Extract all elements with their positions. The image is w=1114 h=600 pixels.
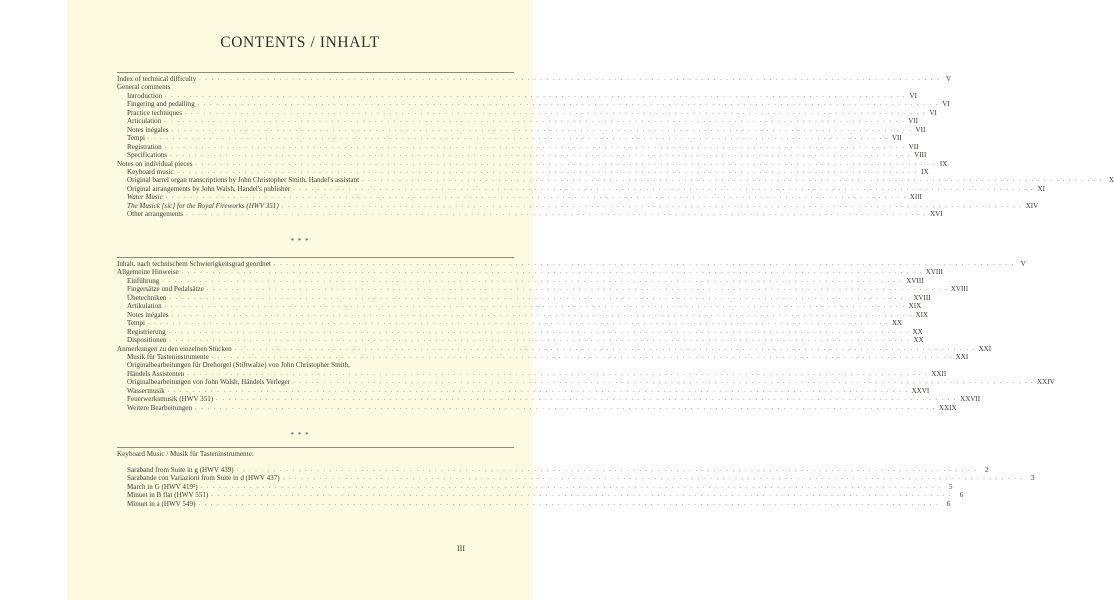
toc-entry (117, 125, 926, 134)
toc-entry-title: The Musick [sic] for the Royal Fireworks (HWV 351) (127, 201, 279, 210)
dot-leader: . . . . . . . . . . . . . . . . . . . . . . . . . . . . . . . . . . . . . . . . . . . . . . . . . . . . . . . . . . . . . . . . . . . . . . . . . . . . . . . . . . . . . . . . . . . . . . . . . . . . . . . . . . . . . . . . . . . . . . . . (216, 396, 958, 403)
dot-leader: . . . . . . . . . . . . . . . . . . . . . . . . . . . . . . . . . . . . . . . . . . . . . . . . . . . . . . . . . . . . . . . . . . . . . . . . . . . . . . . . . . . . . . . . . . . . . . . . . . . . . . . . . . . . . . . . . . . . . . . . (171, 311, 913, 318)
dot-leader: . . . . . . . . . . . . . . . . . . . . . . . . . . . . . . . . . . . . . . . . . . . . . . . . . . . . . . . . . . . . . . . . . . . . . . . . . . . . . . . . . . . . . . . . . . . . . . . . . . . . . . . . . . . . . . . . . . . . . . . . (273, 261, 1015, 267)
toc-entry (117, 395, 981, 404)
toc-entry-title: Specifications (127, 151, 168, 160)
dot-leader: . . . . . . . . . . . . . . . . . . . . . . . . . . . . . . . . . . . . . . . . . . . . . . . . . . . . . . . . . . . . . . . . . . . . . . . . . . . . . . . . . . . . . . . . . . . . . . . . . . . . . . . . . . . . . . . . . . . . . . . . (148, 320, 889, 327)
toc-entry-title: Keyboard music (127, 167, 174, 176)
toc-entry (117, 378, 1055, 387)
toc-entry (117, 499, 951, 508)
divider (117, 72, 514, 73)
toc-entry-title: Minuet in a (HWV 549) (127, 499, 196, 508)
dot-leader: . . . . . . . . . . . . . . . . . . . . . . . . . . . . . . . . . . . . . . . . . . . . . . . . . . . . . . . . . . . . . . . . . . . . . . . . . . . . . . . . . . . . . . . . . . . . . . . . . . . . . . . . . . . . . . . . . . . . . . . . (362, 177, 1103, 184)
dot-leader: . . . . . . . . . . . . . . . . . . . . . . . . . . . . . . . . . . . . . . . . . . . . . . . . . . . . . . . . . . . . . . . . . . . . . . . . . . . . . . . . . . . . . . . . . . . . . . . . . . . . . . . . . . . . . . . . . . . . . . . . (164, 303, 906, 310)
toc-entry-page: XVI (930, 210, 943, 219)
toc-entry (117, 117, 919, 126)
toc-entry (117, 369, 947, 378)
toc-entry-page: 2 (985, 466, 989, 474)
toc-entry-page: XIII (909, 193, 922, 202)
toc-entry-title: Dispositionen (127, 336, 167, 345)
toc-entry-title: Feuerwerksmusik (HWV 351) (127, 395, 214, 404)
toc-entry-title: Notes inégales (127, 310, 169, 319)
english-contents (117, 72, 1114, 219)
toc-entry-page: VI (909, 91, 917, 100)
dot-leader: . . . . . . . . . . . . . . . . . . . . . . . . . . . . . . . . . . . . . . . . . . . . . . . . . . . . . . . . . . . . . . . . . . . . . . . . . . . . . . . . . . . . . . . . . . . . . . . . . . . . . . . . . . . . . . . . . . . . . . . . (198, 500, 940, 507)
keyboard-contents (117, 447, 1035, 508)
toc-entry (117, 268, 943, 277)
dot-leader: . . . . . . . . . . . . . . . . . . . . . . . . . . . . . . . . . . . . . . . . . . . . . . . . . . . . . . . . . . . . . . . . . . . . . . . . . . . . . . . . . . . . . . . . . . . . . . . . . . . . . . . . . . . . . . . . . . . . . . . . (195, 404, 936, 411)
toc-entry-title: Introduction (127, 91, 163, 100)
dot-leader: . . . . . . . . . . . . . . . . . . . . . . . . . . . . . . . . . . . . . . . . . . . . . . . . . . . . . . . . . . . . . . . . . . . . . . . . . . . . . . . . . . . . . . . . . . . . . . . . . . . . . . . . . . . . . . . . . . . . . . . . (181, 269, 923, 276)
toc-entry-page: XIV (1025, 201, 1039, 210)
toc-entry (117, 482, 953, 491)
dot-leader: . . . . . . . . . . . . . . . . . . . . . . . . . . . . . . . . . . . . . . . . . . . . . . . . . . . . . . . . . . . . . . . . . . . . . . . . . . . . . . . . . . . . . . . . . . . . . . . . . . . . . . . . . . . . . . . . . . . . . . . . (197, 101, 939, 108)
toc-entry (117, 159, 948, 168)
dot-leader: . . . . . . . . . . . . . . . . . . . . . . . . . . . . . . . . . . . . . . . . . . . . . . . . . . . . . . . . . . . . . . . . . . . . . . . . . . . . . . . . . . . . . . . . . . . . . . . . . . . . . . . . . . . . . . . . . . . . . . . . (195, 160, 937, 167)
toc-entry-page: V (1020, 260, 1026, 268)
toc-entry-page: XXVI (911, 386, 930, 395)
toc-entry (117, 302, 922, 311)
toc-entry-title: Sarabande con Variazioni from Suite in d (HWV 437) (127, 474, 280, 483)
toc-entry-page: XIX (908, 302, 922, 311)
dot-leader: . . . . . . . . . . . . . . . . . . . . . . . . . . . . . . . . . . . . . . . . . . . . . . . . . . . . . . . . . . . . . . . . . . . . . . . . . . . . . . . . . . . . . . . . . . . . . . . . . . . . . . . . . . . . . . . . . . . . . . . . (211, 492, 953, 499)
toc-entry-page: VII (908, 142, 919, 151)
toc-entry-title: Übetechniken (127, 293, 167, 302)
toc-entry (117, 134, 902, 143)
toc-entry (117, 285, 969, 294)
toc-entry-title: Originalbearbeitungen für Drehorgel (Stiftwalze) von John Christopher Smith, (127, 361, 350, 370)
toc-entry-title: Originalbearbeitungen von John Walsh, Händels Verleger (127, 378, 291, 387)
dot-leader: . . . . . . . . . . . . . . . . . . . . . . . . . . . . . . . . . . . . . . . . . . . . . . . . . . . . . . . . . . . . . . . . . . . . . . . . . . . . . . . . . . . . . . . . . . . . . . . . . . . . . . . . . . . . . . . . . . . . . . . . (211, 353, 953, 360)
dot-leader: . . . . . . . . . . . . . . . . . . . . . . . . . . . . . . . . . . . . . . . . . . . . . . . . . . . . . . . . . . . . . . . . . . . . . . . . . . . . . . . . . . . . . . . . . . . . . . . . . . . . . . . . . . . . . . . . . . . . . . . . (164, 143, 906, 150)
toc-entry-title: Saraband from Suite in g (HWV 439) (127, 466, 234, 474)
dot-leader: . . . . . . . . . . . . . . . . . . . . . . . . . . . . . . . . . . . . . . . . . . . . . . . . . . . . . . . . . . . . . . . . . . . . . . . . . . . . . . . . . . . . . . . . . . . . . . . . . . . . . . . . . . . . . . . . . . . . . . . . (148, 135, 889, 142)
toc-entry-title: Anmerkungen zu den einzelnen Stücken (117, 344, 232, 353)
toc-entry-title: Händels Assistenten (127, 369, 185, 378)
toc-entry-title: Index of technical difficulty (117, 75, 197, 83)
toc-entry-title: Fingering and pedalling (127, 100, 195, 109)
toc-entry-title: Inhalt, nach technischem Schwierigkeitsgrad geordnet (117, 260, 271, 268)
toc-entry-page: 6 (946, 499, 951, 508)
toc-entry-page: XXI (978, 344, 992, 353)
dot-leader: . . . . . . . . . . . . . . . . . . . . . . . . . . . . . . . . . . . . . . . . . . . . . . . . . . . . . . . . . . . . . . . . . . . . . . . . . . . . . . . . . . . . . . . . . . . . . . . . . . . . . . . . . . . . . . . . . . . . . . . . (168, 328, 910, 335)
toc-entry-page: XVIII (913, 293, 931, 302)
toc-entry-page: X (1108, 176, 1114, 185)
toc-entry-page: XVIII (906, 276, 924, 285)
toc-entry-title: Wassermusik (127, 386, 165, 395)
dot-leader: . . . . . . . . . . . . . . . . . . . . . . . . . . . . . . . . . . . . . . . . . . . . . . . . . . . . . . . . . . . . . . . . . . . . . . . . . . . . . . . . . . . . . . . . . . . . . . . . . . . . . . . . . . . . . . . . . . . . . . . . (184, 109, 926, 116)
dot-leader: . . . . . . . . . . . . . . . . . . . . . . . . . . . . . . . . . . . . . . . . . . . . . . . . . . . . . . . . . . . . . . . . . . . . . . . . . . . . . . . . . . . . . . . . . . . . . . . . . . . . . . . . . . . . . . . . . . . . . . . . (282, 475, 1024, 482)
toc-entry-title: Musik für Tasteninstrumente (127, 352, 209, 361)
german-contents (117, 257, 1055, 412)
toc-entry-page: VII (915, 125, 926, 134)
toc-entry (117, 310, 929, 319)
dot-leader: . . . . . . . . . . . . . . . . . . . . . . . . . . . . . . . . . . . . . . . . . . . . . . . . . . . . . . . . . . . . . . . . . . . . . . . . . . . . . . . . . . . . . . . . . . . . . . . . . . . . . . . . . . . . . . . . . . . . . . . . (165, 194, 907, 201)
toc-entry-title: Minuet in B flat (HWV 551) (127, 491, 209, 500)
toc-entry-page: XVIII (925, 268, 943, 277)
toc-entry-title: March in G (HWV 419³) (127, 482, 198, 491)
toc-entry (117, 83, 514, 91)
dot-leader: . . . . . . . . . . . . . . . . . . . . . . . . . . . . . . . . . . . . . . . . . . . . . . . . . . . . . . . . . . . . . . . . . . . . . . . . . . . . . . . . . . . . . . . . . . . . . . . . . . . . . . . . . . . . . . . . . . . . . . . . (169, 294, 911, 301)
toc-entry (117, 319, 903, 328)
toc-entry (117, 403, 957, 412)
toc-entry-title: Weitere Bearbeitungen (127, 403, 193, 412)
dot-leader: . . . . . . . . . . . . . . . . . . . . . . . . . . . . . . . . . . . . . . . . . . . . . . . . . . . . . . . . . . . . . . . . . . . . . . . . . . . . . . . . . . . . . . . . . . . . . . . . . . . . . . . . . . . . . . . . . . . . . . . . (170, 152, 912, 159)
toc-entry-page: XXI (955, 352, 969, 361)
dot-leader: . . . . . . . . . . . . . . . . . . . . . . . . . . . . . . . . . . . . . . . . . . . . . . . . . . . . . . . . . . . . . . . . . . . . . . . . . . . . . . . . . . . . . . . . . . . . . . . . . . . . . . . . . . . . . . . . . . . . . . . . (281, 202, 1023, 209)
dot-leader: . . . . . . . . . . . . . . . . . . . . . . . . . . . . . . . . . . . . . . . . . . . . . . . . . . . . . . . . . . . . . . . . . . . . . . . . . . . . . . . . . . . . . . . . . . . . . . . . . . . . . . . . . . . . . . . . . . . . . . . . (171, 126, 913, 133)
toc-entry (117, 386, 930, 395)
toc-entry-title: Other arrangements (127, 210, 184, 219)
toc-entry-page: VII (891, 134, 902, 143)
toc-entry (117, 293, 931, 302)
toc-entry-title: Original barrel organ transcriptions by John Christopher Smith, Handel's assistant (127, 176, 360, 185)
dot-leader: . . . . . . . . . . . . . . . . . . . . . . . . . . . . . . . . . . . . . . . . . . . . . . . . . . . . . . . . . . . . . . . . . . . . . . . . . . . . . . . . . . . . . . . . . . . . . . . . . . . . . . . . . . . . . . . . . . . . . . . . (236, 467, 978, 473)
book-page (67, 0, 1114, 600)
toc-entry-title: Water Music (127, 193, 163, 202)
toc-entry (117, 361, 514, 369)
toc-entry-title: Practice techniques (127, 108, 182, 117)
keyboard-heading: Keyboard Music / Musik für Tasteninstrumente: (117, 450, 254, 458)
toc-entry (117, 352, 969, 361)
dot-leader: . . . . . . . . . . . . . . . . . . . . . . . . . . . . . . . . . . . . . . . . . . . . . . . . . . . . . . . . . . . . . . . . . . . . . . . . . . . . . . . . . . . . . . . . . . . . . . . . . . . . . . . . . . . . . . . . . . . . . . . . (200, 483, 942, 490)
toc-entry-title: Registration (127, 142, 162, 151)
dot-leader: . . . . . . . . . . . . . . . . . . . . . . . . . . . . . . . . . . . . . . . . . . . . . . . . . . . . . . . . . . . . . . . . . . . . . . . . . . . . . . . . . . . . . . . . . . . . . . . . . . . . . . . . . . . . . . . . . . . . . . . . (176, 168, 918, 175)
toc-entry-title: Artikulation (127, 302, 162, 311)
toc-entry-page: XXIV (1036, 378, 1055, 387)
dot-leader: . . . . . . . . . . . . . . . . . . . . . . . . . . . . . . . . . . . . . . . . . . . . . . . . . . . . . . . . . . . . . . . . . . . . . . . . . . . . . . . . . . . . . . . . . . . . . . . . . . . . . . . . . . . . . . . . . . . . . . . . (293, 185, 1035, 192)
toc-entry (117, 260, 1026, 268)
toc-entry (117, 327, 923, 336)
toc-entry-page: IX (939, 159, 948, 168)
toc-entry-page: V (946, 75, 952, 83)
toc-entry-page: XI (1037, 184, 1046, 193)
toc-entry-title: Notes on individual pieces (117, 159, 193, 168)
toc-entry-title: Original arrangements by John Walsh, Handel's publisher (127, 184, 291, 193)
toc-entry-title: Notes inégales (127, 125, 169, 134)
toc-entry (117, 142, 919, 151)
section-separator: * * * (290, 237, 310, 245)
toc-entry-title: Fingersätze und Pedalsätze (127, 285, 204, 294)
dot-leader: . . . . . . . . . . . . . . . . . . . . . . . . . . . . . . . . . . . . . . . . . . . . . . . . . . . . . . . . . . . . . . . . . . . . . . . . . . . . . . . . . . . . . . . . . . . . . . . . . . . . . . . . . . . . . . . . . . . . . . . . (199, 76, 941, 82)
dot-leader: . . . . . . . . . . . . . . . . . . . . . . . . . . . . . . . . . . . . . . . . . . . . . . . . . . . . . . . . . . . . . . . . . . . . . . . . . . . . . . . . . . . . . . . . . . . . . . . . . . . . . . . . . . . . . . . . . . . . . . . . (187, 370, 929, 377)
toc-entry-page: XXIX (938, 403, 957, 412)
dot-leader: . . . . . . . . . . . . . . . . . . . . . . . . . . . . . . . . . . . . . . . . . . . . . . . . . . . . . . . . . . . . . . . . . . . . . . . . . . . . . . . . . . . . . . . . . . . . . . . . . . . . . . . . . . . . . . . . . . . . . . . . (293, 379, 1034, 386)
toc-entry (117, 344, 992, 353)
toc-entry-title: Allgemeine Hinweise (117, 268, 179, 277)
toc-entry-page: XXVII (960, 395, 981, 404)
toc-entry-page: XIX (915, 310, 929, 319)
toc-entry-page: XX (913, 336, 924, 345)
toc-entry (117, 201, 1039, 210)
toc-entry (117, 210, 943, 219)
toc-entry (117, 336, 924, 345)
toc-entry-title: Tempi (127, 134, 146, 143)
dot-leader: . . . . . . . . . . . . . . . . . . . . . . . . . . . . . . . . . . . . . . . . . . . . . . . . . . . . . . . . . . . . . . . . . . . . . . . . . . . . . . . . . . . . . . . . . . . . . . . . . . . . . . . . . . . . . . . . . . . . . . . . (234, 345, 976, 352)
toc-entry (117, 100, 950, 109)
toc-entry (117, 108, 937, 117)
toc-entry-page: XXII (931, 369, 947, 378)
toc-entry-title: Tempi (127, 319, 146, 328)
toc-entry-page: IX (921, 167, 929, 176)
toc-entry-page: XX (912, 327, 923, 336)
toc-entry (117, 491, 964, 500)
toc-entry (117, 474, 1035, 483)
dot-leader: . . . . . . . . . . . . . . . . . . . . . . . . . . . . . . . . . . . . . . . . . . . . . . . . . . . . . . . . . . . . . . . . . . . . . . . . . . . . . . . . . . . . . . . . . . . . . . . . . . . . . . . . . . . . . . . . . . . . . . . . (165, 92, 906, 99)
toc-entry (117, 176, 1114, 185)
toc-entry-page: VI (929, 108, 937, 117)
toc-entry-page: 5 (948, 482, 953, 491)
dot-leader: . . . . . . . . . . . . . . . . . . . . . . . . . . . . . . . . . . . . . . . . . . . . . . . . . . . . . . . . . . . . . . . . . . . . . . . . . . . . . . . . . . . . . . . . . . . . . . . . . . . . . . . . . . . . . . . . . . . . . . . . (206, 286, 948, 293)
toc-entry (117, 466, 989, 474)
toc-entry-page: VI (942, 100, 950, 109)
toc-entry (117, 184, 1046, 193)
toc-entry (117, 151, 927, 160)
toc-entry (117, 167, 929, 176)
dot-leader: . . . . . . . . . . . . . . . . . . . . . . . . . . . . . . . . . . . . . . . . . . . . . . . . . . . . . . . . . . . . . . . . . . . . . . . . . . . . . . . . . . . . . . . . . . . . . . . . . . . . . . . . . . . . . . . . . . . . . . . . (186, 211, 928, 218)
page-number: III (457, 544, 465, 553)
dot-leader: . . . . . . . . . . . . . . . . . . . . . . . . . . . . . . . . . . . . . . . . . . . . . . . . . . . . . . . . . . . . . . . . . . . . . . . . . . . . . . . . . . . . . . . . . . . . . . . . . . . . . . . . . . . . . . . . . . . . . . . . (162, 277, 904, 284)
toc-entry-page: VII (908, 117, 919, 126)
toc-entry (117, 75, 952, 83)
dot-leader: . . . . . . . . . . . . . . . . . . . . . . . . . . . . . . . . . . . . . . . . . . . . . . . . . . . . . . . . . . . . . . . . . . . . . . . . . . . . . . . . . . . . . . . . . . . . . . . . . . . . . . . . . . . . . . . . . . . . . . . . (167, 387, 909, 394)
toc-entry (117, 193, 922, 202)
toc-entry (117, 91, 917, 100)
toc-entry-page: XVIII (950, 285, 969, 294)
toc-entry-page: XX (891, 319, 903, 328)
toc-entry-page: VIII (914, 151, 927, 160)
toc-entry-title: Einführung (127, 276, 160, 285)
toc-entry-page: 6 (959, 491, 964, 500)
divider (117, 447, 514, 448)
dot-leader: . . . . . . . . . . . . . . . . . . . . . . . . . . . . . . . . . . . . . . . . . . . . . . . . . . . . . . . . . . . . . . . . . . . . . . . . . . . . . . . . . . . . . . . . . . . . . . . . . . . . . . . . . . . . . . . . . . . . . . . . (169, 337, 911, 344)
section-separator: * * * (290, 431, 310, 439)
dot-leader: . . . . . . . . . . . . . . . . . . . . . . . . . . . . . . . . . . . . . . . . . . . . . . . . . . . . . . . . . . . . . . . . . . . . . . . . . . . . . . . . . . . . . . . . . . . . . . . . . . . . . . . . . . . . . . . . . . . . . . . . (164, 118, 906, 125)
divider (117, 257, 514, 258)
toc-entry-title: General comments (117, 83, 171, 92)
toc-entry-title: Registrierung (127, 327, 166, 336)
toc-entry-page: 3 (1030, 474, 1035, 483)
toc-entry-title: Articulation (127, 117, 162, 126)
page-title: CONTENTS / INHALT (220, 34, 380, 51)
toc-entry (117, 276, 924, 285)
